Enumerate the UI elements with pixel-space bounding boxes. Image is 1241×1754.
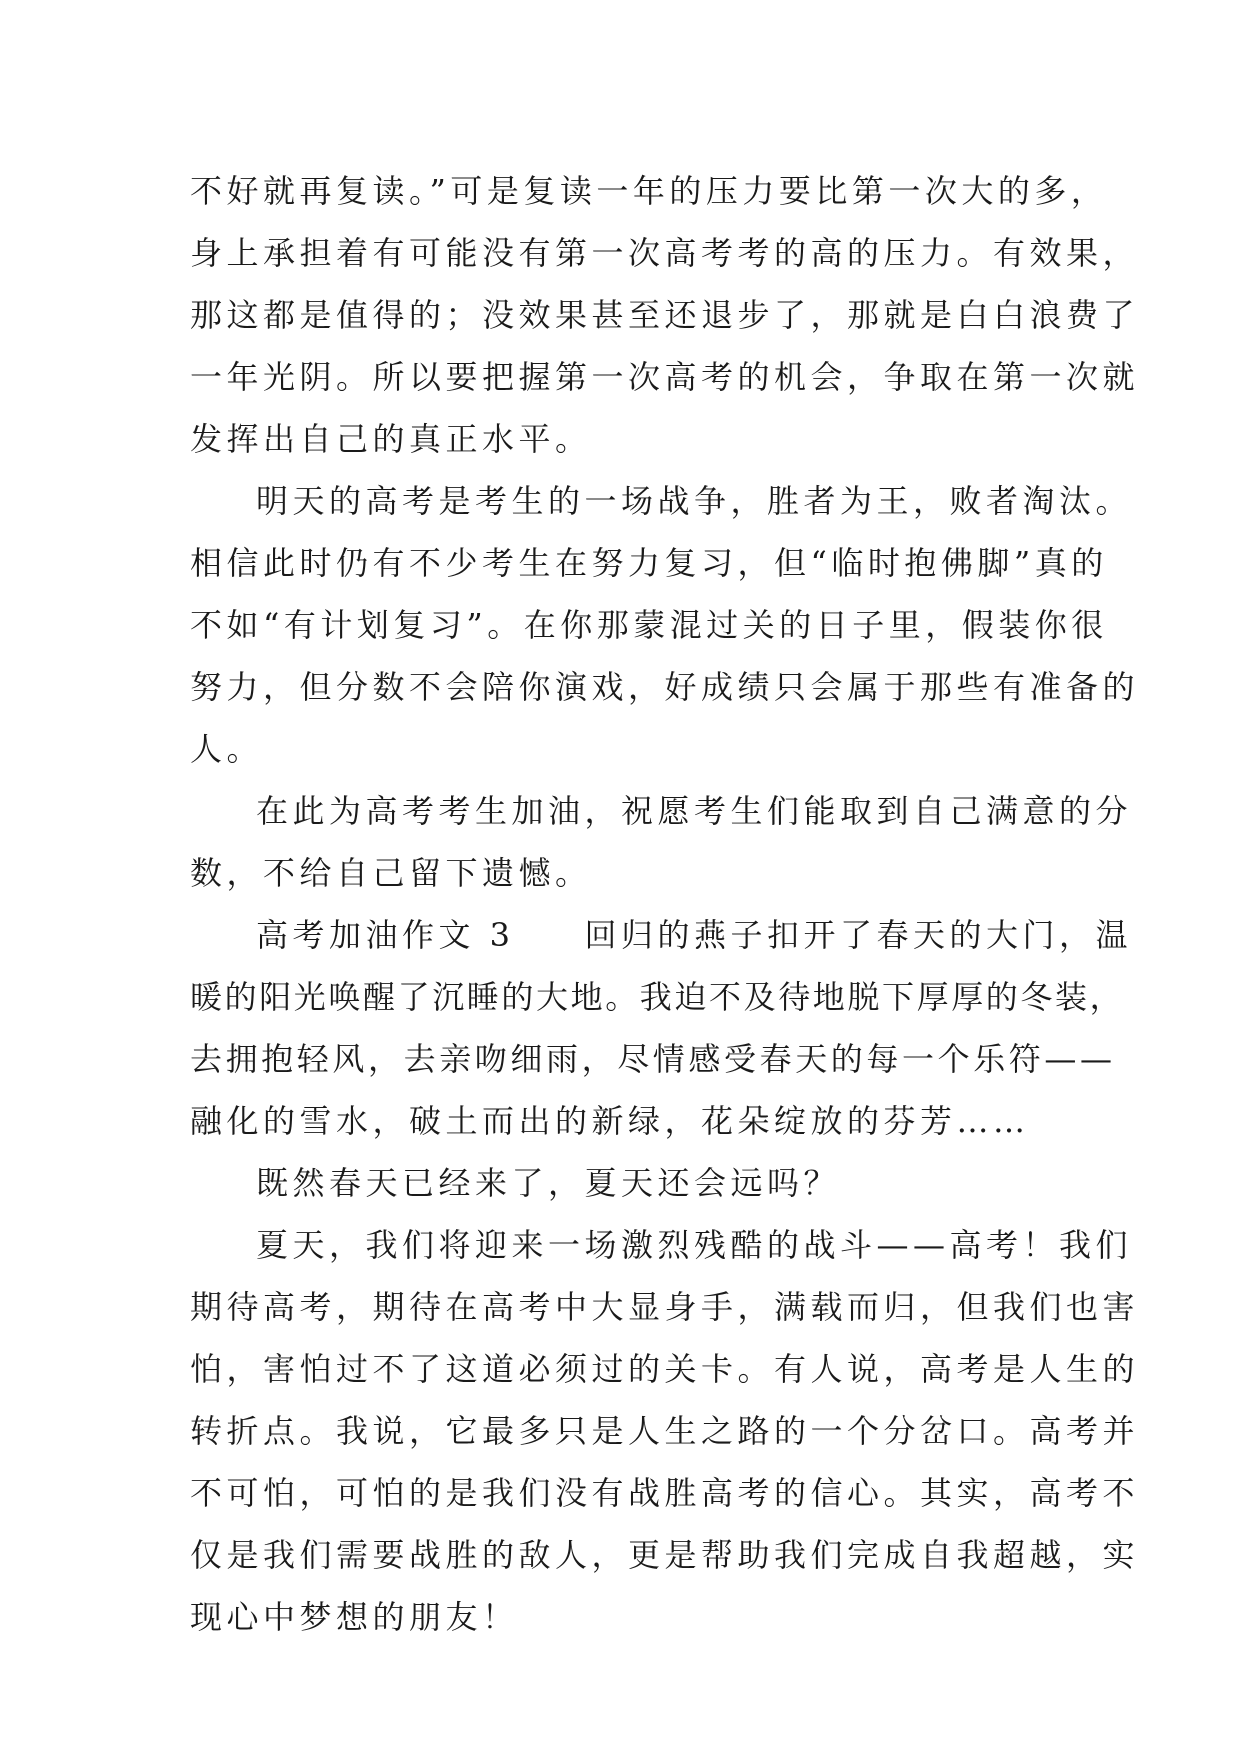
text-line: 不好就再复读。”可是复读一年的压力要比第一次大的多， [190, 172, 1108, 210]
text-line: 人。 [190, 730, 264, 768]
text-line: 期待高考，期待在高考中大显身手，满载而归，但我们也害 [190, 1288, 1140, 1326]
text-line: 不可怕，可怕的是我们没有战胜高考的信心。其实，高考不 [190, 1474, 1140, 1512]
essay-body [190, 160, 1140, 1648]
essay-heading: 高考加油作文 3 [256, 916, 515, 954]
text-line: 那这都是值得的；没效果甚至还退步了，那就是白白浪费了 [190, 296, 1140, 334]
text-line: 数，不给自己留下遗憾。 [190, 854, 592, 892]
text-line: 转折点。我说，它最多只是人生之路的一个分岔口。高考并 [190, 1412, 1140, 1450]
paragraph-start: 既然春天已经来了，夏天还会远吗？ [256, 1164, 841, 1202]
text-line: 相信此时仍有不少考生在努力复习，但“临时抱佛脚”真的 [190, 544, 1108, 582]
text-line: 身上承担着有可能没有第一次高考考的高的压力。有效果， [190, 234, 1140, 272]
text-line: 仅是我们需要战胜的敌人，更是帮助我们完成自我超越，实 [190, 1536, 1140, 1574]
paragraph-start: 在此为高考考生加油，祝愿考生们能取到自己满意的分 [256, 792, 1133, 830]
paragraph-start: 明天的高考是考生的一场战争，胜者为王，败者淘汰。 [256, 482, 1133, 520]
text-line: 暖的阳光唤醒了沉睡的大地。我迫不及待地脱下厚厚的冬装， [190, 978, 1125, 1016]
text-line: 不如“有计划复习”。在你那蒙混过关的日子里，假装你很 [190, 606, 1108, 644]
text-line: 融化的雪水，破土而出的新绿，花朵绽放的芬芳…… [190, 1102, 1030, 1140]
text-line: 现心中梦想的朋友！ [190, 1598, 519, 1636]
paragraph-start: 夏天，我们将迎来一场激烈残酷的战斗——高考！我们 [256, 1226, 1133, 1264]
heading-line-text: 回归的燕子扣开了春天的大门，温 [584, 916, 1133, 954]
essay-heading-line [190, 904, 1133, 966]
text-line: 怕，害怕过不了这道必须过的关卡。有人说，高考是人生的 [190, 1350, 1140, 1388]
text-line: 一年光阴。所以要把握第一次高考的机会，争取在第一次就 [190, 358, 1140, 396]
text-line: 发挥出自己的真正水平。 [190, 420, 592, 458]
text-line: 努力，但分数不会陪你演戏，好成绩只会属于那些有准备的 [190, 668, 1140, 706]
text-line: 去拥抱轻风，去亲吻细雨，尽情感受春天的每一个乐符—— [190, 1040, 1116, 1078]
